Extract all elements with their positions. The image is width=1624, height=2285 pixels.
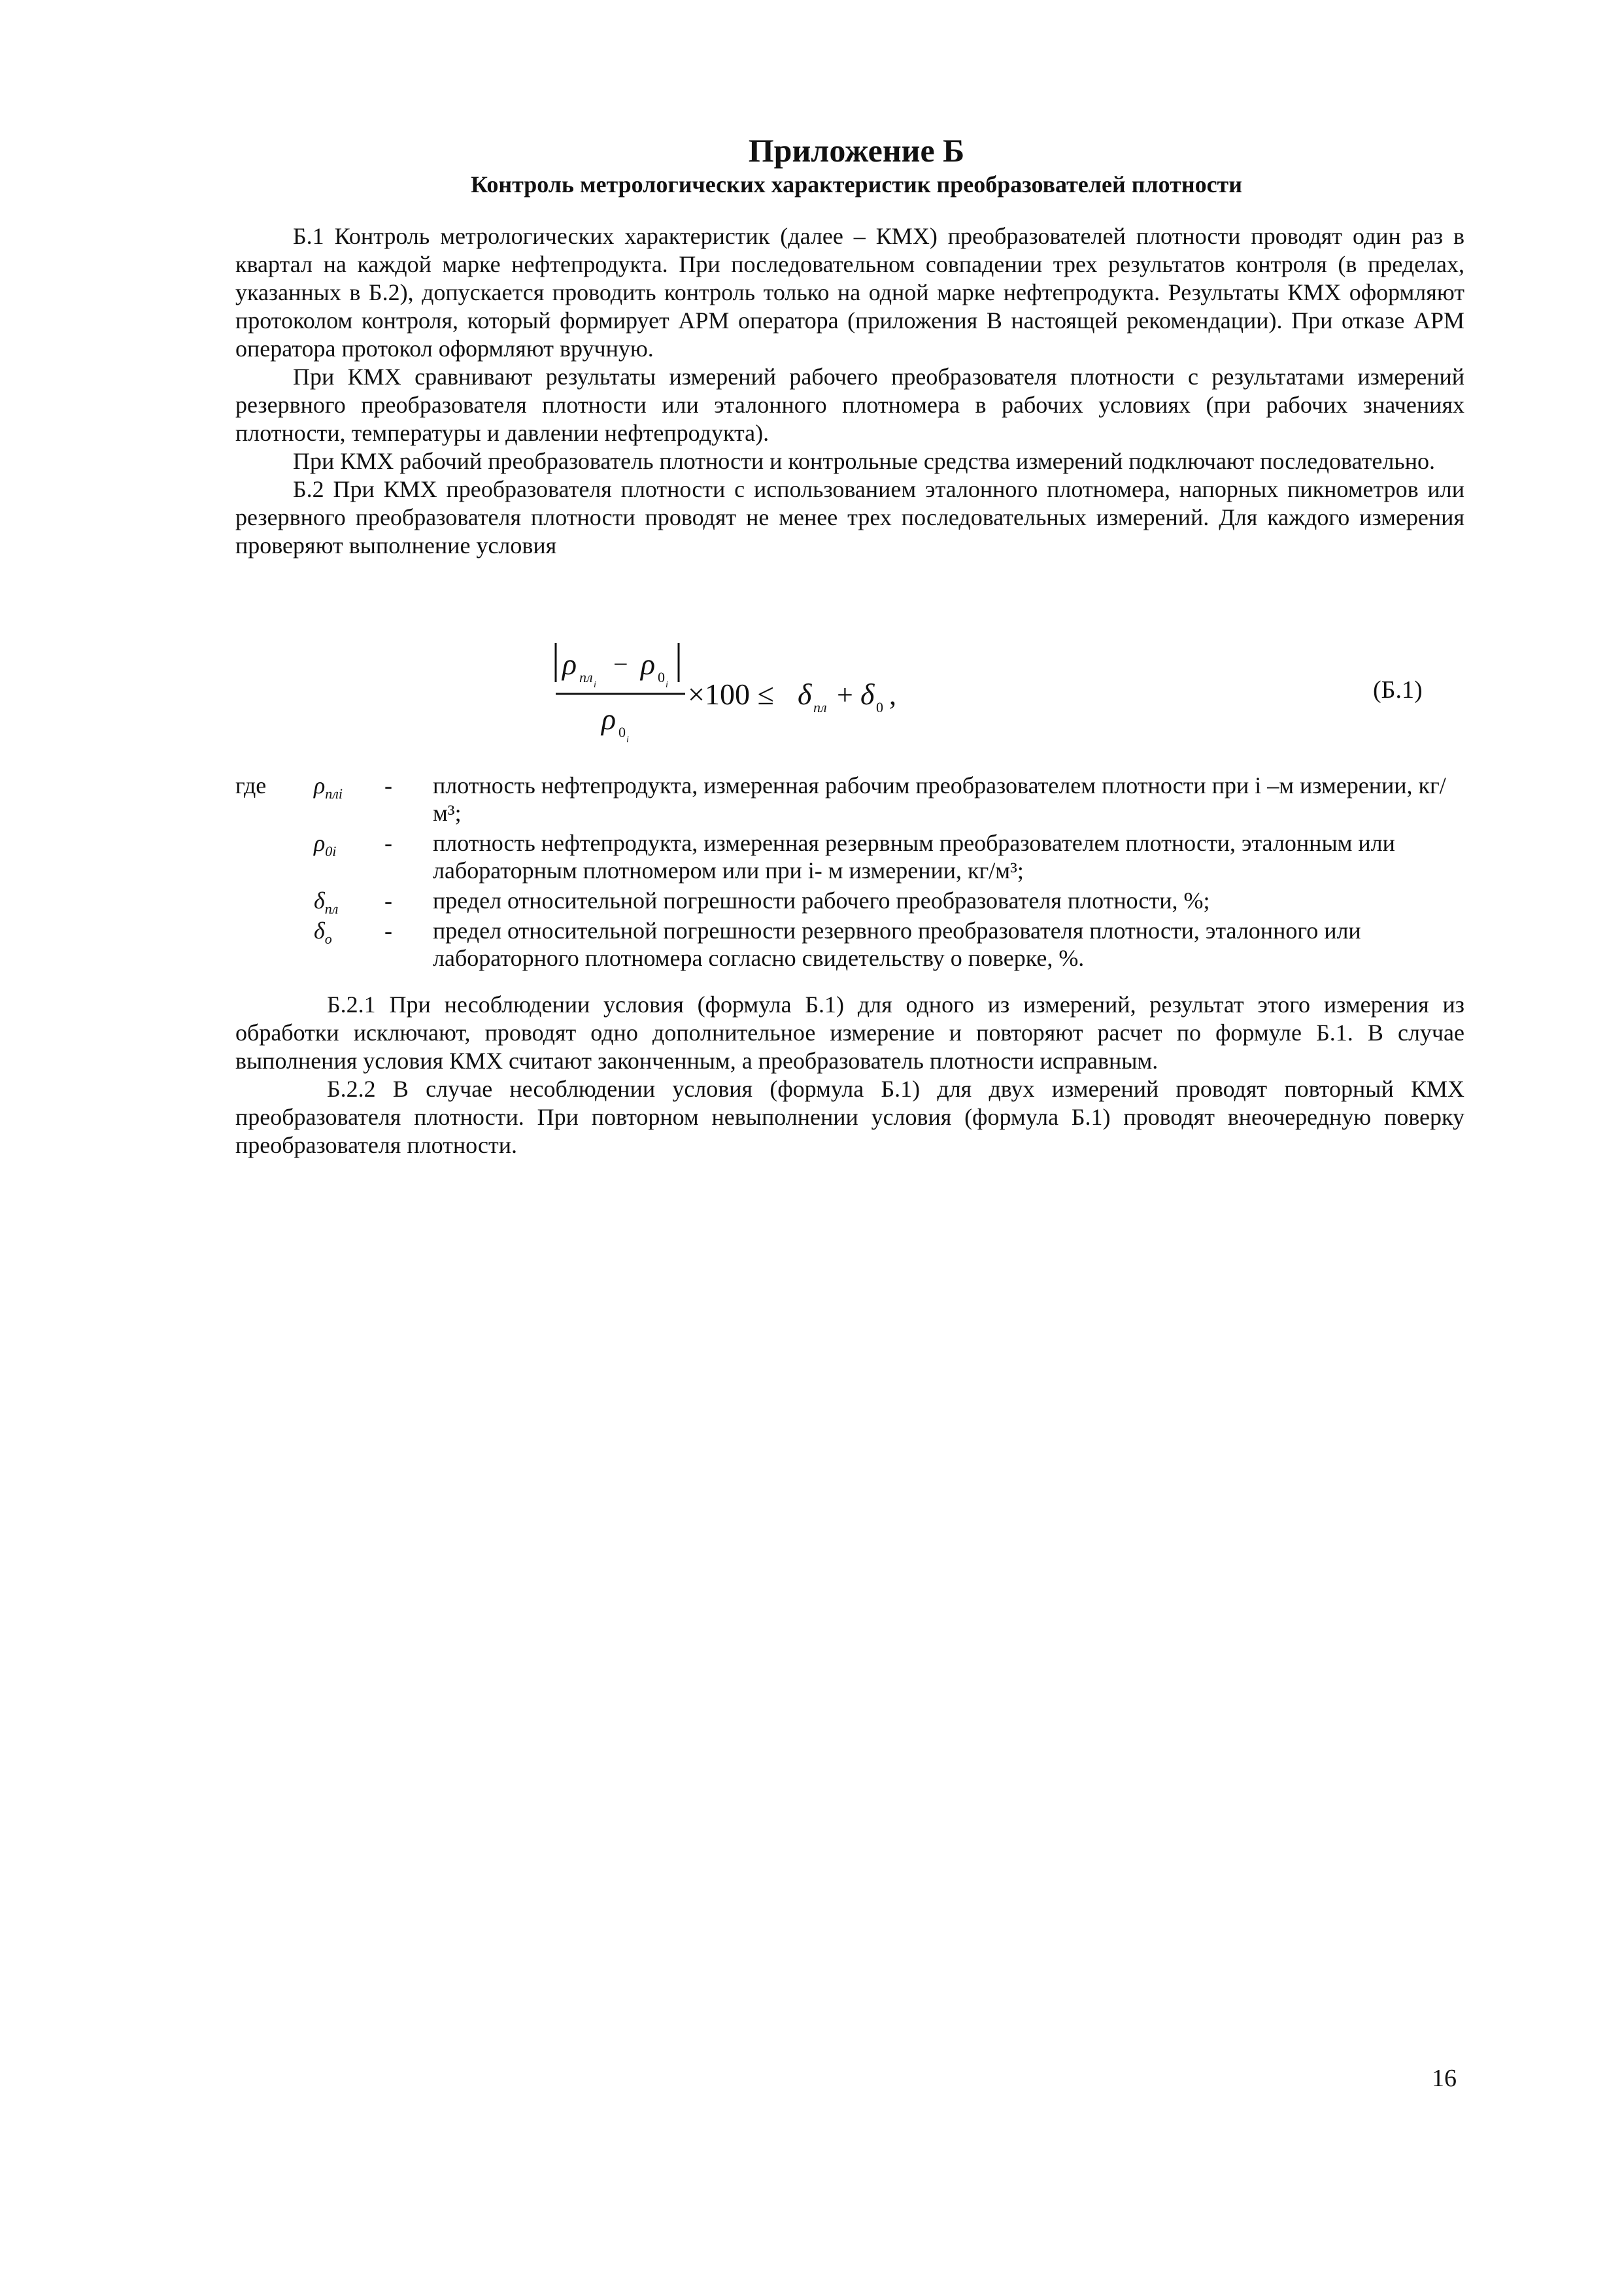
where-dash: -	[384, 918, 392, 944]
paragraph-b2-1: Б.2.1 При несоблюдении условия (формула Б.1) для одного из измерений, результат этого измерения из обработки исключают, проводят одно дополнительное измерение и повторяют расчет по формуле Б.1. В случае выполнения условия КМХ считают законченным, а преобразователь плотности исправным.	[235, 991, 1464, 1074]
numerator-rho-pl-subsub: i	[594, 680, 596, 690]
where-dash: -	[384, 887, 392, 914]
where-dash: -	[384, 772, 392, 799]
body-text-top	[235, 222, 1464, 560]
rhs-delta-pl: δ	[798, 678, 812, 711]
where-label: где	[235, 772, 267, 799]
paragraph-connection: При КМХ рабочий преобразователь плотности и контрольные средства измерений подключают последовательно.	[293, 448, 1435, 474]
denominator-rho-0: ρ	[601, 702, 617, 736]
numerator-rho-0-subsub: i	[666, 680, 668, 690]
numerator-rho-pl: ρ	[562, 647, 577, 681]
rhs-delta-0-sub: 0	[876, 699, 883, 715]
rhs-plus: +	[837, 679, 853, 711]
where-description: плотность нефтепродукта, измеренная резервным преобразователем плотности, эталонным или лабораторным плотномером или при i- м измерении, кг/м³;	[433, 830, 1395, 884]
where-description: предел относительной погрешности рабочего преобразователя плотности, %;	[433, 887, 1210, 914]
where-dash: -	[384, 830, 392, 856]
appendix-subtitle: Контроль метрологических характеристик преобразователей плотности	[471, 171, 1242, 198]
denominator-rho-0-sub: 0	[618, 724, 626, 740]
rhs-delta-pl-sub: пл	[813, 699, 827, 715]
where-item-delta-pl	[235, 887, 1464, 918]
paragraph-b1: Б.1 Контроль метрологических характеристик (далее – КМХ) преобразователей плотности проводят один раз в квартал на каждой марке нефтепродукта. При последовательном совпадении трех результатов контроля (в пределах, указанных в Б.2), допускается проводить контроль только на одной марке нефтепродукта. Результаты КМХ оформляют протоколом контроля, который формирует АРМ оператора (приложения В настоящей рекомендации). При отказе АРМ оператора протокол оформляют вручную.	[235, 223, 1464, 362]
where-block	[235, 772, 1464, 974]
where-symbol: $\rho_{0i}$	[314, 830, 337, 860]
times-100-le: ×100 ≤	[688, 678, 774, 711]
numerator-rho-pl-sub: пл	[579, 669, 593, 685]
paragraph-b2-2: Б.2.2 В случае несоблюдении условия (формула Б.1) для двух измерений проводят повторный КМХ преобразователя плотности. При повторном невыполнении условия (формула Б.1) проводят внеочередную поверку преобразователя плотности.	[235, 1076, 1464, 1158]
where-symbol: $\delta_о$	[314, 918, 332, 948]
denominator-rho-0-subsub: i	[626, 735, 629, 745]
numerator-rho-0-sub: 0	[658, 669, 665, 685]
where-description: предел относительной погрешности резервного преобразователя плотности, эталонного или лабораторного плотномера согласно свидетельству о поверке, %.	[433, 918, 1361, 971]
formula-b1	[536, 631, 941, 749]
where-symbol: $\rho_{плi}$	[314, 772, 343, 802]
rhs-comma: ,	[889, 679, 896, 711]
paragraph-comparison: При КМХ сравнивают результаты измерений рабочего преобразователя плотности с результатами измерений резервного преобразователя плотности или эталонного плотномера в рабочих условиях (при рабочих значениях плотности, температуры и давлении нефтепродукта).	[235, 364, 1464, 446]
where-item-delta-0	[235, 917, 1464, 972]
where-item-rho-0	[235, 829, 1464, 884]
where-symbol: $\delta_{пл}$	[314, 887, 339, 918]
where-description: плотность нефтепродукта, измеренная рабочим преобразователем плотности при i –м измерении, кг/м³;	[433, 772, 1446, 826]
where-item-rho-pl	[235, 772, 1464, 827]
body-text-bottom	[235, 991, 1464, 1160]
numerator-minus: −	[613, 649, 628, 679]
formula-number: (Б.1)	[1373, 676, 1423, 704]
paragraph-b2: Б.2 При КМХ преобразователя плотности с использованием эталонного плотномера, напорных пикнометров или резервного преобразователя плотности проводят не менее трех последовательных измерений. Для каждого измерения проверяют выполнение условия	[235, 476, 1464, 558]
rhs-delta-0: δ	[860, 678, 875, 711]
page-number: 16	[1432, 2065, 1457, 2092]
numerator-rho-0: ρ	[641, 647, 656, 681]
appendix-title: Приложение Б	[748, 132, 965, 169]
